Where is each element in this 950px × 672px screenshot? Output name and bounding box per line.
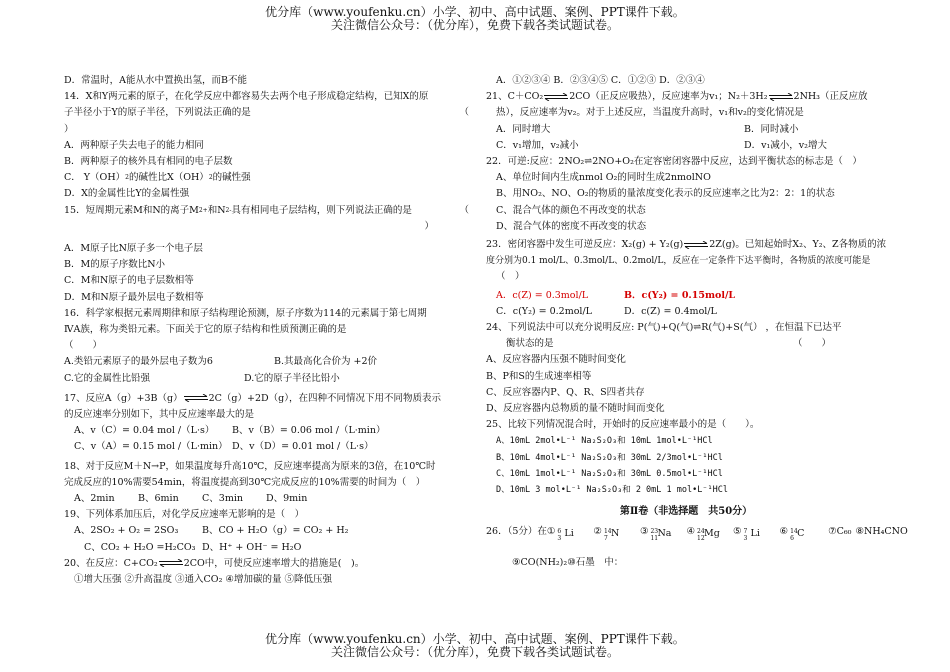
left-column — [64, 73, 469, 588]
isotope-item — [686, 524, 729, 540]
q26-stem-2: ⑨CO(NH₂)₂⑩石墨 中： — [512, 556, 624, 568]
element-symbol: Na — [657, 527, 672, 539]
q25-option-c: C、10mL 1mol•L⁻¹ Na₂S₂O₃和 30mL 0.5mol•L⁻¹HCl — [496, 468, 723, 479]
q25-option-a: A、10mL 2mol•L⁻¹ Na₂S₂O₃和 10mL 1mol•L⁻¹HCl — [496, 436, 713, 447]
isotope-symbol — [555, 525, 589, 541]
isotope-symbol — [648, 525, 682, 541]
q25-option-b: B、10mL 4mol•L⁻¹ Na₂S₂O₃和 30mL 2/3mol•L⁻¹HCl — [496, 452, 723, 463]
q20-options: ①增大压强 ②升高温度 ③通入CO₂ ④增加碳的量 ⑤降低压强 — [74, 574, 332, 586]
element-symbol: Li — [564, 527, 574, 539]
q16-options-ab: A.类铅元素原子的最外层电子数为6 B.其最高化合价为 +2价 — [64, 356, 378, 368]
atomic-number: 6 — [790, 534, 794, 542]
q22-option-b: B、用NO₂、NO、O₂的物质的量浓度变化表示的反应速率之比为2：2：1的状态 — [496, 188, 835, 200]
atomic-number: 3 — [557, 534, 562, 542]
atomic-number: 3 — [743, 534, 748, 542]
q22-option-a: A、单位时间内生成nmol O₂的同时生成2nmolNO — [496, 172, 711, 184]
q16-paren: （ ） — [64, 340, 103, 352]
isotope-number: ② — [593, 526, 602, 538]
q14-option-c: C． Y（OH）$^2$的碱性比X（OH）$^2$的碱性强 — [64, 172, 251, 184]
q25-option-d: D、10mL 3 mol•L⁻¹ Na₂S₂O₃和 2 0mL 1 mol•L⁻¹HCl — [496, 485, 728, 496]
isotope-list — [547, 524, 826, 540]
isotope-item — [780, 524, 823, 540]
isotope-item — [593, 524, 636, 540]
q21-options-cd: C．v₁增加，v₂减小 D．v₁减小，v₂增大 — [496, 139, 827, 151]
q13-option-d: D．常温时，A能从水中置换出氢，而B不能 — [64, 75, 247, 86]
q20-stem: 20、在反应：C+CO₂ 2CO中，可使反应速率增大的措施是( )。 — [64, 557, 365, 569]
equilibrium-arrow-icon — [158, 559, 184, 567]
isotope-symbol — [695, 525, 729, 541]
q23-stem-2: 度分别为0.1 mol/L、0.3mol/L、0.2mol/L，反应在一定条件下达平衡时，各物质的浓度可能是 — [486, 256, 871, 267]
q19-options-ab: A、2SO₂ + O₂ = 2SO₃ B、CO + H₂O（g）= CO₂ + H₂ — [74, 525, 349, 537]
q19-options-cd: C、CO₂ + H₂O =H₂CO₃ D、H⁺ + OH⁻ = H₂O — [84, 541, 302, 553]
q17-stem-1: 17、反应A（g）+3B（g） 2C（g）+2D（g），在四种不同情况下用不同物质表示 — [64, 392, 441, 404]
header-line-1: 优分库（www.youfenku.cn）小学、初中、高中试题、案例、PPT课件下载。 — [265, 5, 685, 19]
q14-option-a: A．两种原子失去电子的能力相同 — [64, 139, 204, 151]
mass-number: 24 — [697, 527, 705, 535]
q17-stem-2: 的反应速率分别如下，其中反应速率最大的是 — [64, 409, 255, 421]
isotope-symbol — [742, 525, 776, 541]
q22-option-d: D、混合气体的密度不再改变的状态 — [496, 220, 647, 232]
q15-option-b: B．M的原子序数比N小 — [64, 259, 166, 271]
q24-stem-2: 衡状态的是 （ ） — [506, 338, 831, 350]
q22-stem: 22．可逆:反应：2NO₂⇌2NO+O₂在定容密闭容器中反应，达到平衡状态的标志是（ ） — [486, 156, 862, 168]
isotope-symbol — [602, 525, 636, 541]
q24-option-b: B、P和S的生成速率相等 — [486, 370, 592, 382]
q15-stem: 15．短周期元素M和N的离子$M^{2+}$和$N^{2-}$具有相同电子层结构，则下列说法正确的是 （ — [64, 204, 469, 216]
mass-number: 23 — [650, 527, 659, 535]
q14-close: ） — [64, 123, 74, 135]
page-footer — [0, 633, 950, 659]
q14-stem-1: 14．X和Y两元素的原子，在化学反应中都容易失去两个电子形成稳定结构，已知X的原 — [64, 91, 429, 103]
equilibrium-arrow-icon — [543, 93, 569, 101]
q20-answers: A．①②③④ B．②③④⑤ C．①②③ D．②③④ — [496, 75, 705, 86]
element-symbol: Li — [750, 527, 760, 539]
q23-options-cd: C．c(Y₂) = 0.2mol/L D．c(Z) = 0.4mol/L — [496, 305, 717, 317]
q14-option-b: B．两种原子的核外具有相同的电子层数 — [64, 156, 233, 168]
equilibrium-arrow-icon — [183, 394, 209, 402]
q23-paren: （ ） — [496, 271, 525, 283]
mass-number: 7 — [743, 527, 748, 535]
q21-stem-2: 热），反应速率为v₂。对于上述反应，当温度升高时，v₁和v₂的变化情况是 — [496, 107, 804, 119]
q14-option-d: D．X的金属性比Y的金属性强 — [64, 188, 190, 200]
q15-close: ） — [424, 220, 434, 232]
header-line-2: 关注微信公众号：（优分库），免费下载各类试题试卷。 — [330, 18, 619, 32]
isotope-symbol — [788, 525, 822, 541]
mass-number: 14 — [790, 527, 798, 535]
q18-stem-1: 18、对于反应M＋N→P，如果温度每升高10℃，反应速率提高为原来的3倍，在10℃时 — [64, 460, 436, 472]
q21-stem-1: 21、C＋CO₂ 2CO（正反应吸热），反应速率为v₁；N₂＋3H₂ 2NH₃（正反应放 — [486, 91, 868, 103]
mass-number: 14 — [603, 527, 612, 535]
isotope-item — [733, 524, 776, 540]
element-symbol: C — [797, 527, 805, 539]
q14-stem-2: 子半径小于Y的原子半径，下列说法正确的是 （ — [64, 107, 469, 119]
section-title: 第Ⅱ卷（非选择题 共50分） — [619, 506, 753, 518]
q25-stem: 25、比较下列情况混合时，开始时的反应速率最小的是（ ）。 — [486, 419, 760, 431]
isotope-number: ③ — [639, 526, 649, 538]
q23-stem-1: 23．密闭容器中发生可逆反应：X₂(g) + Y₂(g) 2Z(g)。已知起始时X₂、Y₂、Z各物质的浓 — [486, 239, 887, 251]
q24-option-a: A、反应容器内压强不随时间变化 — [486, 354, 626, 366]
page-header — [0, 6, 950, 32]
q22-option-c: C、混合气体的颜色不再改变的状态 — [496, 204, 646, 216]
q21-options-ab: A．同时增大 B．同时减小 — [496, 123, 799, 135]
element-symbol: N — [610, 527, 620, 539]
isotope-number: ⑥ — [779, 526, 789, 538]
q17-options-cd: C、v（A）= 0.15 mol /（L·min） D、v（D）= 0.01 mol /（L·s） — [74, 441, 374, 453]
q15-option-c: C．M和N原子的电子层数相等 — [64, 275, 194, 287]
q15-option-a: A．M原子比N原子多一个电子层 — [64, 243, 203, 255]
q17-options-ab: A、v（C）= 0.04 mol /（L·s） B、v（B）= 0.06 mol /（L·min） — [74, 425, 386, 437]
isotope-number: ⑤ — [733, 526, 742, 538]
q24-stem-1: 24、下列说法中可以充分说明反应: P(气)+Q(气)⇌R(气)+S(气） ，在恒温下已达平 — [486, 322, 842, 334]
atomic-number: 7 — [603, 534, 608, 542]
q16-stem-2: ⅣA族，称为类铅元素。下面关于它的原子结构和性质预测正确的是 — [64, 324, 347, 336]
isotope-item — [640, 524, 683, 540]
isotope-item — [547, 524, 590, 540]
atomic-number: 12 — [697, 534, 705, 542]
q18-options: A、2min B、6min C、3min D、9min — [74, 493, 308, 505]
isotope-number: ④ — [686, 526, 696, 538]
q16-options-cd: C.它的金属性比铅强 D.它的原子半径比铅小 — [64, 372, 340, 384]
q19-stem: 19、下列体系加压后，对化学反应速率无影响的是（ ） — [64, 509, 305, 521]
q23-correct-answer: B．c(Y₂) = 0.15mol/L — [624, 289, 736, 301]
footer-line-2: 关注微信公众号：（优分库），免费下载各类试题试卷。 — [330, 645, 619, 659]
footer-line-1: 优分库（www.youfenku.cn）小学、初中、高中试题、案例、PPT课件下载。 — [265, 632, 685, 646]
q16-stem-1: 16．科学家根据元素周期律和原子结构理论预测，原子序数为114的元素属于第七周期 — [64, 307, 427, 319]
q18-stem-2: 完成反应的10%需要54min，将温度提高到30℃完成反应的10%需要的时间为（ ） — [64, 476, 426, 488]
q23-options-ab: A．c(Z) = 0.3mol/L B．c(Y₂) = 0.15mol/L — [486, 288, 886, 304]
q26-stem: 26．（5分）在 ① 6 3 Li ② 14 7 N ③ 23 11 Na ④ 24 12 Mg ⑤ 7 3 Li ⑥ 14 6 C ⑦C₆₀ ⑧NH₄CNO — [486, 526, 908, 542]
mass-number: 6 — [557, 527, 562, 535]
equilibrium-arrow-icon — [768, 93, 794, 101]
q24-option-d: D、反应容器内总物质的量不随时间而变化 — [486, 403, 665, 415]
right-column — [486, 73, 908, 571]
equilibrium-arrow-icon — [683, 241, 709, 249]
element-symbol: Mg — [704, 527, 720, 539]
atomic-number: 11 — [650, 534, 659, 542]
q15-option-d: D．M和N原子最外层电子数相等 — [64, 291, 204, 303]
q24-option-c: C、反应容器内P、Q、R、S四者共存 — [486, 386, 645, 398]
isotope-number: ① — [546, 526, 556, 538]
